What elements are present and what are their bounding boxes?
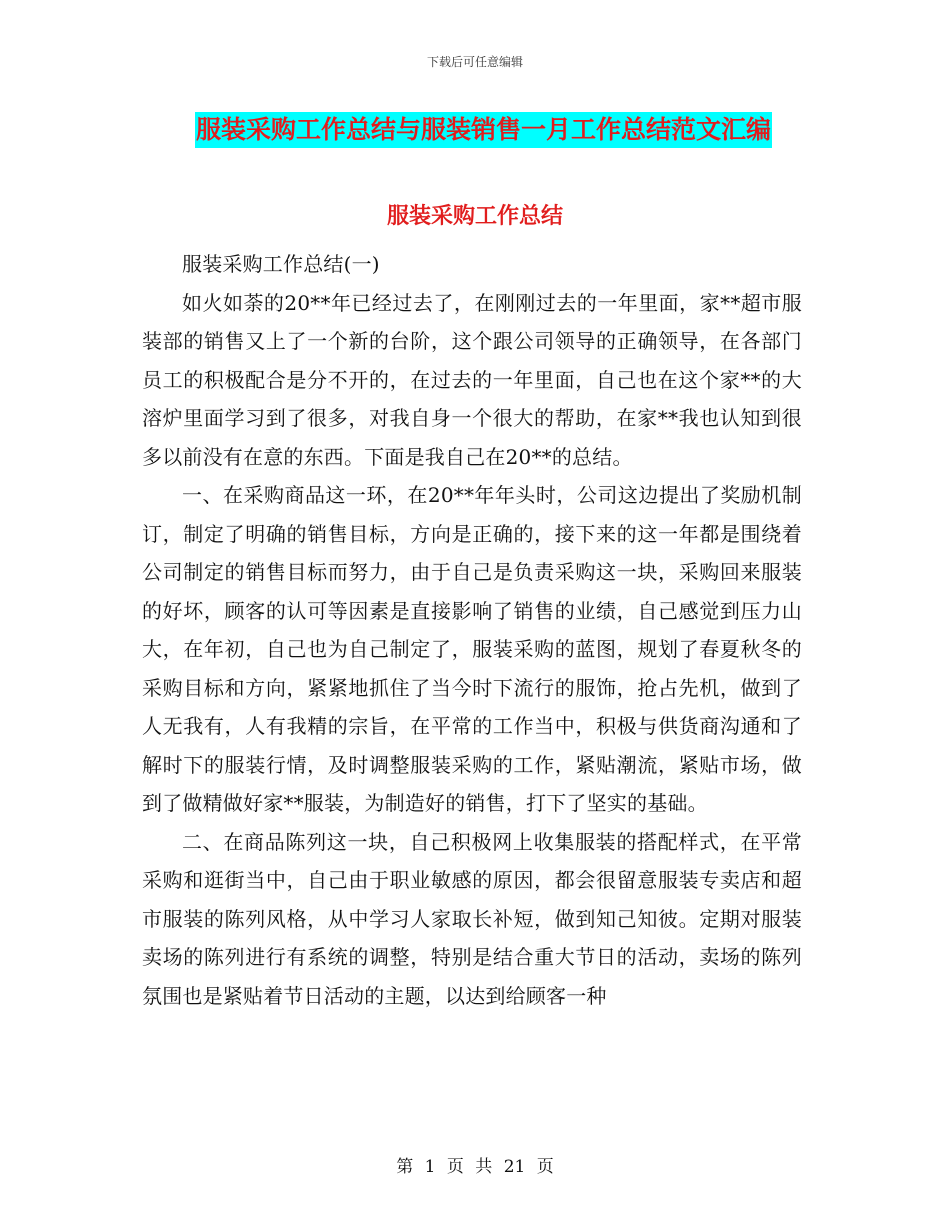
paragraph-subheading: 服装采购工作总结(一) (182, 252, 380, 276)
paragraph-intro: 如火如荼的20**年已经过去了，在刚刚过去的一年里面，家**超市服装部的销售又上了一个新的台阶，这个跟公司领导的正确领导，在各部门员工的积极配合是分不开的，在过去的一年里面，自己也在这个家**的大溶炉里面学习到了很多，对我自身一个很大的帮助，在家**我也认知到很多以前没有在意的东西。下面是我自己在20**的总结。 (142, 290, 802, 469)
page-footer: 第 1 页 共 21 页 (396, 1157, 554, 1177)
paragraph-purchasing: 一、在采购商品这一环，在20**年年头时，公司这边提出了奖励机制订，制定了明确的销售目标，方向是正确的，接下来的这一年都是围绕着公司制定的销售目标而努力，由于自己是负责采购这一块，采购回来服装的好坏，顾客的认可等因素是直接影响了销售的业绩，自己感觉到压力山大，在年初，自己也为自己制定了，服装采购的蓝图，规划了春夏秋冬的采购目标和方向，紧紧地抓住了当今时下流行的服饰，抢占先机，做到了人无我有，人有我精的宗旨，在平常的工作当中，积极与供货商沟通和了解时下的服装行情，及时调整服装采购的工作，紧贴潮流，紧贴市场，做到了做精做好家**服装，为制造好的销售，打下了坚实的基础。 (142, 483, 802, 815)
header-note: 下载后可任意编辑 (426, 55, 523, 69)
document-title: 服装采购工作总结与服装销售一月工作总结范文汇编 (195, 112, 772, 148)
paragraph-display: 二、在商品陈列这一块，自己积极网上收集服装的搭配样式，在平常采购和逛街当中，自己由于职业敏感的原因，都会很留意服装专卖店和超市服装的陈列风格，从中学习人家取长补短，做到知己知彼。定期对服装卖场的陈列进行有系统的调整，特别是结合重大节日的活动，卖场的陈列氛围也是紧贴着节日活动的主题，以达到给顾客一种 (142, 829, 802, 1008)
body-text (142, 245, 802, 1015)
section-title: 服装采购工作总结 (386, 204, 563, 229)
